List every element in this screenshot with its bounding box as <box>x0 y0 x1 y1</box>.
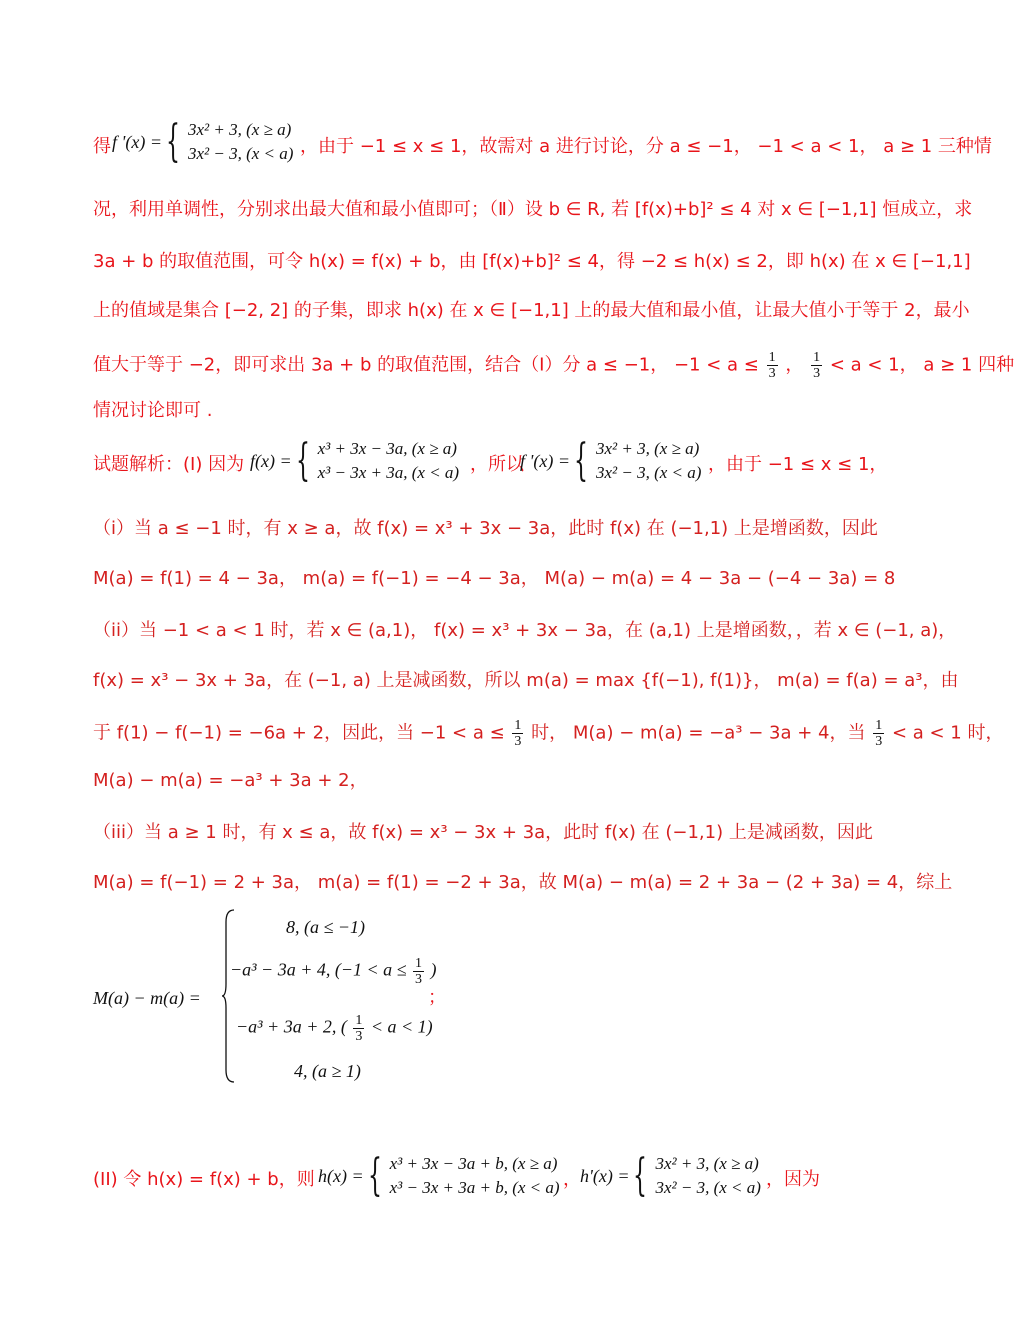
f-label: f(x) = <box>250 450 292 471</box>
hprime-label: h'(x) = <box>580 1165 630 1186</box>
text-line-1-rest: ，由于 −1 ≤ x ≤ 1，故需对 a 进行讨论，分 a ≤ −1， −1 < a < 1， a ≥ 1 三种情 <box>300 136 992 157</box>
fprime-label: f '(x) = <box>112 131 162 152</box>
text-line-12-post: < a < 1 时， <box>891 722 1004 744</box>
case-1: 3x² + 3, (x ≥ a) <box>595 439 700 458</box>
frac-den: 3 <box>514 734 522 749</box>
frac-den: 3 <box>415 972 423 987</box>
text-line-3: 3a + b 的取值范围，可令 h(x) = f(x) + b，由 [f(x)+b]² ≤ 4，得 −2 ≤ h(x) ≤ 2，即 h(x) 在 x ∈ [−1,1] <box>93 251 971 272</box>
text-line-7-pre: 试题解析：(I) 因为 <box>93 454 245 475</box>
text-line-10: （ii）当 −1 < a < 1 时，若 x ∈ (a,1)， f(x) = x³ + 3x − 3a，在 (a,1) 上是增函数，，若 x ∈ (−1, a)， <box>93 620 957 641</box>
text-line-15: M(a) = f(−1) = 2 + 3a， m(a) = f(1) = −2 + 3a，故 M(a) − m(a) = 2 + 3a − (2 + 3a) = 4，综上 <box>93 872 953 893</box>
piecewise-fprime-2 <box>520 437 701 485</box>
pw-case-1: 8, (a ≤ −1) <box>286 917 366 937</box>
fraction-one-third <box>353 1013 364 1044</box>
text-line-9: M(a) = f(1) = 4 − 3a， m(a) = f(−1) = −4 − 3a， M(a) − m(a) = 4 − 3a − (−4 − 3a) = 8 <box>93 568 896 589</box>
pw-case-3-post: < a < 1) <box>370 1016 433 1037</box>
fraction-one-third <box>512 718 523 749</box>
pw-tail: ； <box>428 987 446 1008</box>
pw-case-3-pre: −a³ + 3a + 2, ( <box>236 1016 347 1037</box>
text-line-8: （i）当 a ≤ −1 时，有 x ≥ a，故 f(x) = x³ + 3x − 3a，此时 f(x) 在 (−1,1) 上是增函数，因此 <box>93 518 878 539</box>
brace-icon: { <box>165 116 180 167</box>
text-line-2: 况，利用单调性，分别求出最大值和最小值即可；（Ⅱ）设 b ∈ R, 若 [f(x)+b]² ≤ 4 对 x ∈ [−1,1] 恒成立，求 <box>93 199 973 220</box>
case-1: x³ + 3x − 3a + b, (x ≥ a) <box>389 1154 558 1173</box>
fraction-one-third-2 <box>811 350 822 381</box>
pw-case-2-pre: −a³ − 3a + 4, (−1 < a ≤ <box>230 959 407 980</box>
piecewise-h <box>318 1152 560 1200</box>
frac-den: 3 <box>355 1029 363 1044</box>
frac-den: 3 <box>768 366 776 381</box>
frac-num: 1 <box>875 718 883 733</box>
fraction-one-third <box>413 956 424 987</box>
pw-case-2-post: ) <box>430 959 437 980</box>
text-line-5 <box>93 350 1014 381</box>
frac-num: 1 <box>355 1013 363 1028</box>
fraction-one-third <box>767 350 778 381</box>
text-line-12-pre: 于 f(1) − f(−1) = −6a + 2，因此，当 −1 < a ≤ <box>93 722 505 744</box>
text-line-13: M(a) − m(a) = −a³ + 3a + 2， <box>93 770 368 791</box>
piecewise-f <box>250 437 459 485</box>
text-line-12-mid: 时， M(a) − m(a) = −a³ − 3a + 4，当 <box>531 722 866 744</box>
frac-num: 1 <box>768 350 776 365</box>
text-line-1 <box>93 133 111 160</box>
text-line-16-post: ，因为 <box>766 1169 820 1190</box>
case-2: 3x² − 3, (x < a) <box>187 144 294 163</box>
pw-lhs: M(a) − m(a) = <box>93 988 201 1008</box>
text-line-1-post <box>300 133 992 160</box>
case-1: x³ + 3x − 3a, (x ≥ a) <box>317 439 457 458</box>
brace-icon: { <box>573 435 588 486</box>
case-2: x³ − 3x + 3a + b, (x < a) <box>389 1178 560 1197</box>
pw-case-2 <box>230 956 437 987</box>
case-1: 3x² + 3, (x ≥ a) <box>187 120 292 139</box>
case-2: 3x² − 3, (x < a) <box>655 1178 761 1197</box>
text-line-6: 情况讨论即可 . <box>93 400 213 421</box>
pw-case-4: 4, (a ≥ 1) <box>294 1061 361 1081</box>
text-line-5-post: < a < 1， a ≥ 1 四种 <box>829 354 1014 376</box>
frac-num: 1 <box>514 718 522 733</box>
text-line-7-post: ，由于 −1 ≤ x ≤ 1， <box>708 454 888 475</box>
text-line-5-mid: ， <box>785 354 804 376</box>
fprime-label: f '(x) = <box>520 450 570 471</box>
text-line-4: 上的值域是集合 [−2, 2] 的子集，即求 h(x) 在 x ∈ [−1,1] 上的最大值和最小值，让最大值小于等于 2，最小 <box>93 300 970 321</box>
text-line-7-mid: ，所以 <box>470 454 524 475</box>
piecewise-fprime-1 <box>112 118 293 166</box>
frac-num: 1 <box>813 350 821 365</box>
frac-den: 3 <box>875 734 883 749</box>
case-2: x³ − 3x + 3a, (x < a) <box>317 463 460 482</box>
text-line-14: （iii）当 a ≥ 1 时，有 x ≤ a，故 f(x) = x³ − 3x + 3a，此时 f(x) 在 (−1,1) 上是减函数，因此 <box>93 822 873 843</box>
text-line-16-pre: (II) 令 h(x) = f(x) + b，则 <box>93 1169 315 1190</box>
big-brace-icon <box>222 908 236 1084</box>
h-label: h(x) = <box>318 1165 364 1186</box>
brace-icon: { <box>367 1150 382 1201</box>
text-line-11: f(x) = x³ − 3x + 3a，在 (−1, a) 上是减函数，所以 m(a) = max {f(−1), f(1)}， m(a) = f(a) = a³，由 <box>93 670 959 691</box>
brace-icon: { <box>295 435 310 486</box>
piecewise-hprime <box>580 1152 761 1200</box>
brace-icon: { <box>633 1150 648 1201</box>
case-1: 3x² + 3, (x ≥ a) <box>655 1154 759 1173</box>
text-line-16-mid: ， <box>563 1169 581 1190</box>
text-line-12 <box>93 718 1003 749</box>
text-line-5-pre: 值大于等于 −2，即可求出 3a + b 的取值范围，结合（I）分 a ≤ −1， −1 < a ≤ <box>93 354 759 376</box>
frac-den: 3 <box>813 366 821 381</box>
fraction-one-third-2 <box>873 718 884 749</box>
frac-num: 1 <box>415 956 423 971</box>
pw-case-3 <box>236 1013 433 1044</box>
case-2: 3x² − 3, (x < a) <box>595 463 702 482</box>
text-de: 得 <box>93 136 111 157</box>
